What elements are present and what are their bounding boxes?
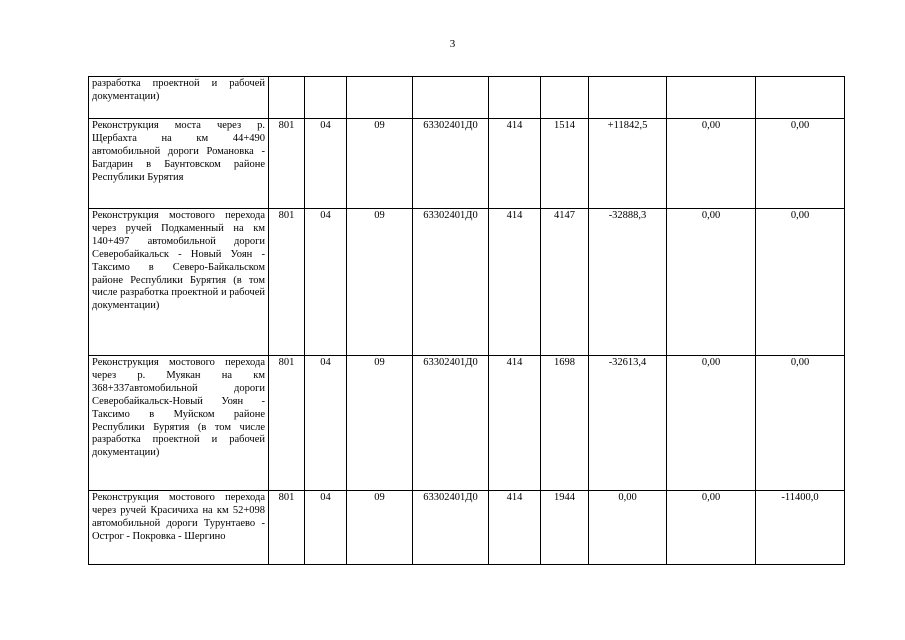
empty-cell xyxy=(541,77,589,119)
table-row xyxy=(89,209,845,356)
amount-year-3-cell: -11400,0 xyxy=(756,491,845,565)
section-code-cell: 04 xyxy=(305,119,347,209)
empty-cell xyxy=(347,77,413,119)
amount-year-2-cell: 0,00 xyxy=(667,491,756,565)
description-cell: Реконструкция мостового перехода через ручей Красичиха на км 52+098 автомобильной дороги Турунтаево - Острог - Покровка - Шергино xyxy=(89,491,269,565)
amount-year-2-cell: 0,00 xyxy=(667,356,756,491)
description-cell: Реконструкция мостового перехода через р. Муякан на км 368+337автомобильной дороги Северобайкальск-Новый Уоян - Таксимо в Муйском районе Республики Бурятия (в том числе разработка проектной и рабочей документации) xyxy=(89,356,269,491)
section-code-cell: 04 xyxy=(305,209,347,356)
ministry-code-cell: 801 xyxy=(269,356,305,491)
amount-year-2-cell: 0,00 xyxy=(667,209,756,356)
page-number: 3 xyxy=(449,38,456,50)
table-row xyxy=(89,491,845,565)
target-article-cell: 63302401Д0 xyxy=(413,356,489,491)
empty-cell xyxy=(305,77,347,119)
amount-year-1-cell: -32613,4 xyxy=(589,356,667,491)
empty-cell xyxy=(756,77,845,119)
subsection-code-cell: 09 xyxy=(347,119,413,209)
subsection-code-cell: 09 xyxy=(347,491,413,565)
section-code-cell: 04 xyxy=(305,356,347,491)
empty-cell xyxy=(269,77,305,119)
empty-cell xyxy=(489,77,541,119)
object-code-cell: 4147 xyxy=(541,209,589,356)
empty-cell xyxy=(413,77,489,119)
amount-year-3-cell: 0,00 xyxy=(756,209,845,356)
description-cell: Реконструкция моста через р. Щербахта на км 44+490 автомобильной дороги Романовка - Багдарин в Баунтовском районе Республики Бурятия xyxy=(89,119,269,209)
table-row xyxy=(89,356,845,491)
ministry-code-cell: 801 xyxy=(269,209,305,356)
subsection-code-cell: 09 xyxy=(347,356,413,491)
target-article-cell: 63302401Д0 xyxy=(413,119,489,209)
empty-cell xyxy=(589,77,667,119)
continuation-cell: разработка проектной и рабочей документации) xyxy=(89,77,269,119)
object-code-cell: 1944 xyxy=(541,491,589,565)
table-row-continuation xyxy=(89,77,845,119)
expense-type-cell: 414 xyxy=(489,356,541,491)
amount-year-1-cell: -32888,3 xyxy=(589,209,667,356)
budget-table xyxy=(88,76,845,565)
object-code-cell: 1514 xyxy=(541,119,589,209)
expense-type-cell: 414 xyxy=(489,491,541,565)
expense-type-cell: 414 xyxy=(489,209,541,356)
expense-type-cell: 414 xyxy=(489,119,541,209)
amount-year-1-cell: 0,00 xyxy=(589,491,667,565)
target-article-cell: 63302401Д0 xyxy=(413,491,489,565)
amount-year-3-cell: 0,00 xyxy=(756,119,845,209)
ministry-code-cell: 801 xyxy=(269,119,305,209)
empty-cell xyxy=(667,77,756,119)
section-code-cell: 04 xyxy=(305,491,347,565)
subsection-code-cell: 09 xyxy=(347,209,413,356)
amount-year-1-cell: +11842,5 xyxy=(589,119,667,209)
table-row xyxy=(89,119,845,209)
description-cell: Реконструкция мостового перехода через ручей Подкаменный на км 140+497 автомобильной дороги Северобайкальск - Новый Уоян - Таксимо в Северо-Байкальском районе Республики Бурятия (в том числе разработка проектной и рабочей документации) xyxy=(89,209,269,356)
amount-year-3-cell: 0,00 xyxy=(756,356,845,491)
target-article-cell: 63302401Д0 xyxy=(413,209,489,356)
amount-year-2-cell: 0,00 xyxy=(667,119,756,209)
object-code-cell: 1698 xyxy=(541,356,589,491)
ministry-code-cell: 801 xyxy=(269,491,305,565)
